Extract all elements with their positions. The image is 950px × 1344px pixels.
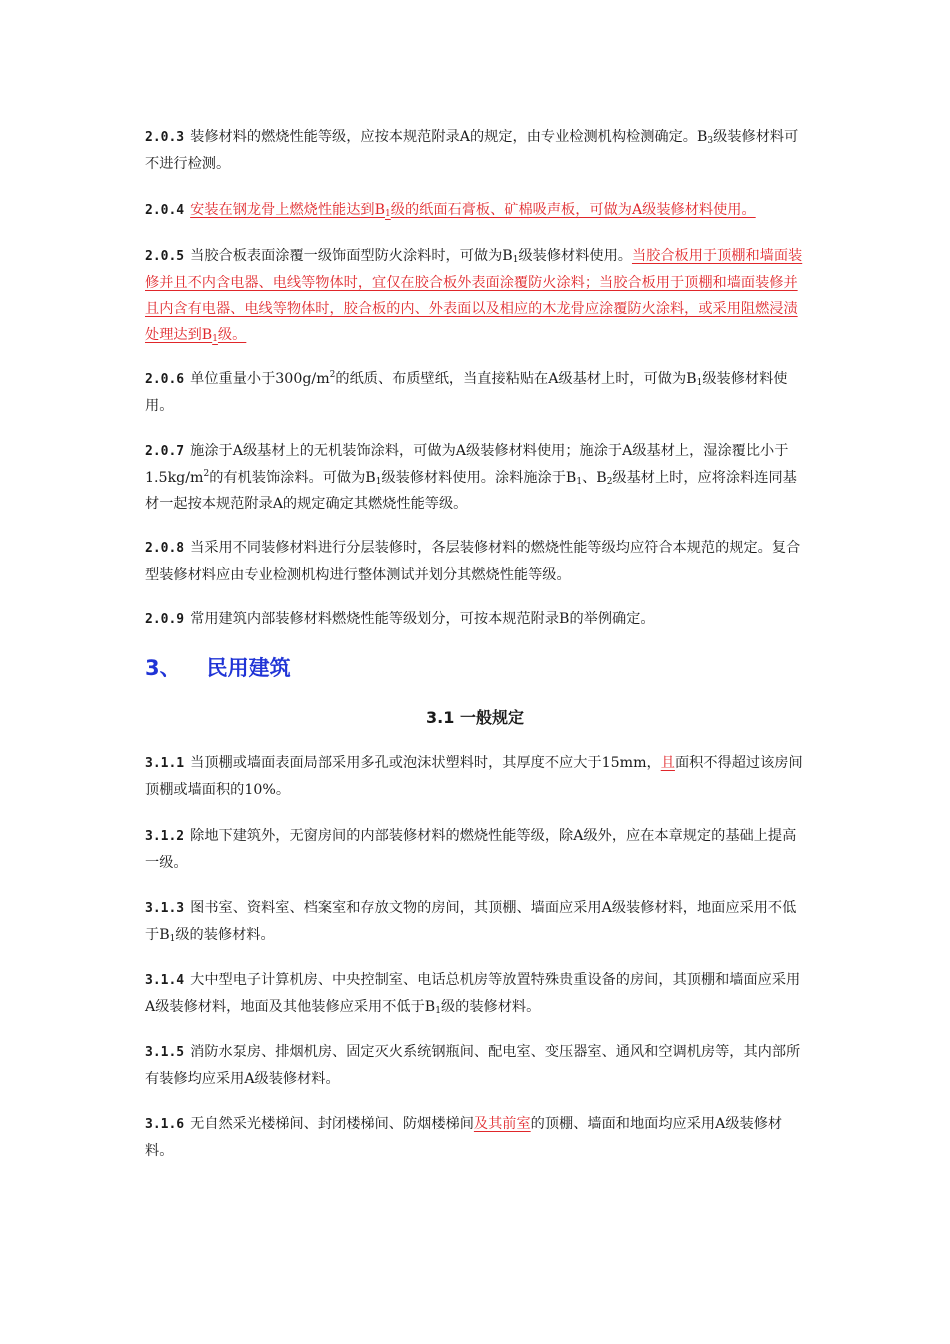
subscript: 1	[512, 255, 519, 265]
clause-number: 3.1.4	[145, 973, 185, 988]
clause-text: 级装修材料使用。	[145, 371, 788, 414]
clause-text: 消防水泵房、排烟机房、固定灭火系统钢瓶间、配电室、变压器室、通风和空调机房等，其内部所有装修均应采用A级装修材料。	[145, 1044, 801, 1087]
clause-2-0-6	[145, 366, 810, 419]
clause-text: 的顶棚、墙面和地面均应采用A级装修材料。	[145, 1116, 783, 1159]
clause-number: 3.1.5	[145, 1045, 185, 1060]
clause-text: 面积不得超过该房间顶棚或墙面积的10%。	[145, 755, 803, 798]
clause-number: 3.1.2	[145, 829, 185, 844]
clause-text: 级的装修材料。	[175, 927, 275, 943]
revised-text: 且	[660, 755, 675, 771]
clause-text: 级的装修材料。	[440, 999, 541, 1015]
clause-text: 级装修材料使用。涂料施涂于B	[381, 470, 577, 486]
subscript: 1	[576, 477, 583, 487]
clause-text: 常用建筑内部装修材料燃烧性能等级划分，可按本规范附录B的举例确定。	[190, 611, 655, 627]
clause-text: 、B	[582, 470, 607, 486]
clause-text: 单位重量小于300g/m	[190, 371, 330, 387]
clause-number: 2.0.5	[145, 249, 185, 264]
clause-2-0-9	[145, 606, 810, 633]
clause-2-0-8	[145, 535, 810, 588]
revised-text: 级。	[217, 327, 247, 343]
clause-text: 的有机装饰涂料。可做为B	[209, 470, 376, 486]
clause-2-0-5	[145, 243, 810, 348]
clause-text: 无自然采光楼梯间、封闭楼梯间、防烟楼梯间	[190, 1116, 474, 1132]
clause-2-0-7	[145, 438, 810, 517]
chapter-title: 民用建筑	[206, 656, 291, 680]
clause-3-1-2	[145, 823, 810, 876]
clause-3-1-4	[145, 967, 810, 1020]
clause-number: 3.1.1	[145, 756, 185, 771]
subscript: 2	[606, 477, 613, 487]
clause-text: 当采用不同装修材料进行分层装修时，各层装修材料的燃烧性能等级均应符合本规范的规定。复合型装修材料应由专业检测机构进行整体测试并划分其燃烧性能等级。	[145, 540, 801, 583]
subscript: 1	[169, 934, 176, 944]
clause-text: 施涂于A级基材上的无机装饰涂料，可做为A级装修材料使用；施涂于A级基材上，湿涂覆比小于1.5kg/m	[145, 443, 789, 486]
revised-text: 级的纸面石膏板、矿棉吸声板，可做为A级装修材料使用。	[390, 202, 756, 218]
chapter-number: 3、	[145, 656, 181, 680]
superscript: 2	[203, 469, 210, 479]
clause-2-0-3	[145, 124, 810, 177]
clause-text: 级基材上时，应将涂料连同基材一起按本规范附录A的规定确定其燃烧性能等级。	[145, 470, 797, 512]
clause-text: 装修材料的燃烧性能等级，应按本规范附录A的规定，由专业检测机构检测确定。B	[190, 129, 708, 145]
revised-text: 当胶合板用于顶棚和墙面装修并且不内含电器、电线等物体时，宜仅在胶合板外表面涂覆防火涂料；当胶合板用于顶棚和墙面装修并且内含有电器、电线等物体时，胶合板的内、外表面以及相应的木龙骨应涂覆防火涂料，或采用阻燃浸渍处理达到B	[145, 248, 803, 343]
clause-number: 2.0.7	[145, 444, 185, 459]
subscript: 1	[435, 1006, 441, 1016]
section-heading: 3.1 一般规定	[426, 708, 524, 727]
clause-3-1-1	[145, 750, 810, 803]
superscript: 2	[329, 370, 336, 380]
subscript: 1	[212, 334, 218, 344]
clause-text: 除地下建筑外，无窗房间的内部装修材料的燃烧性能等级，除A级外，应在本章规定的基础上提高一级。	[145, 828, 797, 871]
subscript: 3	[707, 136, 714, 146]
subscript: 1	[696, 378, 703, 388]
clause-3-1-6	[145, 1111, 810, 1164]
clause-number: 2.0.4	[145, 203, 185, 218]
clause-text: 的纸质、布质壁纸，当直接粘贴在A级基材上时，可做为B	[335, 371, 697, 387]
clause-number: 2.0.6	[145, 372, 185, 387]
clause-text: 级装修材料使用。	[518, 248, 632, 264]
clause-text: 图书室、资料室、档案室和存放文物的房间，其顶棚、墙面应采用A级装修材料，地面应采用不低于B	[145, 900, 797, 943]
clause-number: 2.0.9	[145, 612, 185, 627]
clause-text: 当顶棚或墙面表面局部采用多孔或泡沫状塑料时，其厚度不应大于15mm，	[190, 755, 661, 771]
clause-number: 3.1.6	[145, 1117, 185, 1132]
clause-number: 2.0.3	[145, 130, 185, 145]
clause-text: 大中型电子计算机房、中央控制室、电话总机房等放置特殊贵重设备的房间，其顶棚和墙面应采用A级装修材料，地面及其他装修应采用不低于B	[145, 972, 801, 1015]
clause-3-1-5	[145, 1039, 810, 1092]
subscript: 1	[375, 477, 382, 487]
clause-3-1-3	[145, 895, 810, 948]
revised-text: 及其前室	[473, 1116, 531, 1132]
revised-text: 安装在钢龙骨上燃烧性能达到B	[190, 202, 386, 218]
clause-2-0-4	[145, 197, 810, 224]
clause-number: 3.1.3	[145, 901, 185, 916]
clause-text: 级装修材料可不进行检测。	[145, 129, 799, 172]
clause-text: 当胶合板表面涂覆一级饰面型防火涂料时，可做为B	[190, 248, 513, 264]
chapter-heading	[145, 652, 291, 682]
clause-number: 2.0.8	[145, 541, 185, 556]
subscript: 1	[385, 209, 391, 219]
